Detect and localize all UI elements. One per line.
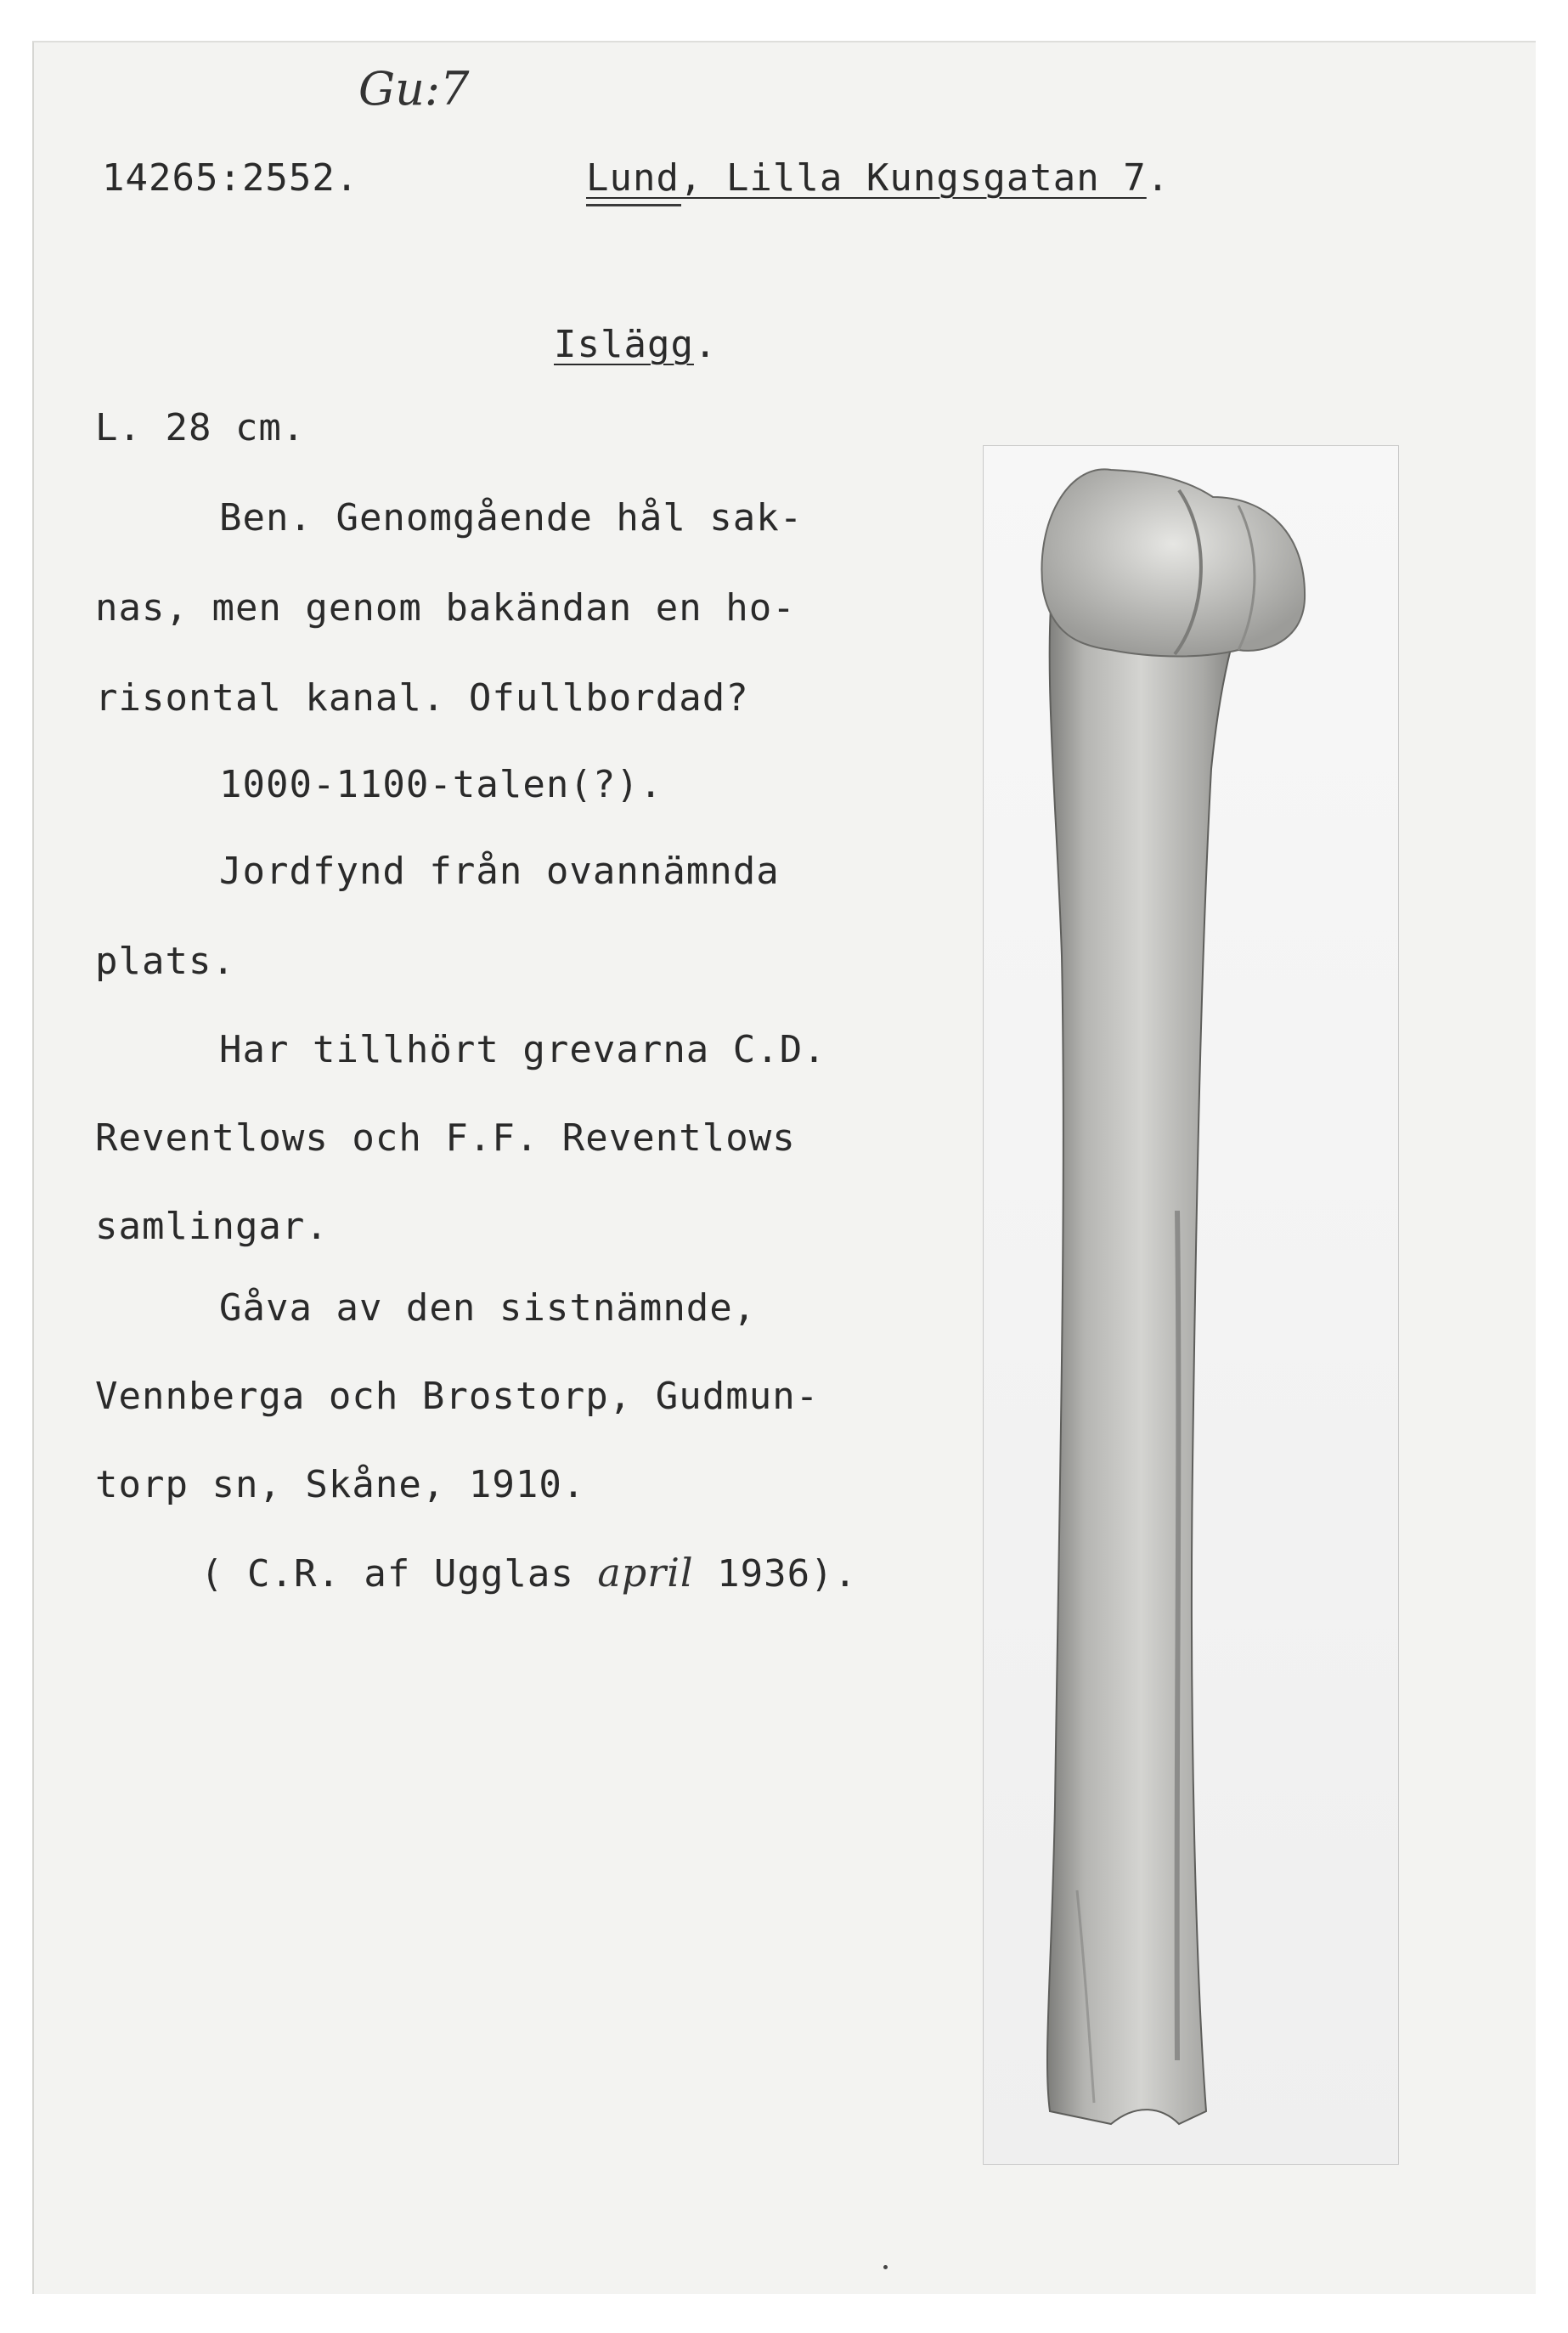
object-name (554, 323, 718, 366)
catalog-card (32, 41, 1536, 2294)
dating: 1000-1100-talen(?). (219, 763, 663, 806)
provenance-line-2: Reventlows och F.F. Reventlows (95, 1116, 796, 1160)
bone-shaft (1047, 573, 1255, 2124)
bone-head (1041, 469, 1305, 656)
find-location-end: . (1146, 156, 1170, 200)
object-name-end: . (693, 323, 718, 366)
bone-skate-photo (983, 445, 1399, 2165)
length: L. 28 cm. (95, 406, 306, 449)
signature-month: april (597, 1550, 694, 1596)
signature-post: 1936). (693, 1552, 858, 1596)
gift-line-1: Gåva av den sistnämnde, (219, 1286, 757, 1330)
find-line-1: Jordfynd från ovannämnda (219, 850, 780, 893)
signature-pre: ( C.R. af Ugglas (200, 1552, 598, 1596)
location-underline-rule (586, 204, 681, 206)
dust-speck (883, 2265, 888, 2269)
description-line-3: risontal kanal. Ofullbordad? (95, 676, 749, 720)
inventory-number: 14265:2552. (102, 156, 359, 200)
find-location-text: Lund, Lilla Kungsgatan 7 (586, 156, 1147, 200)
bone-skate-image (984, 446, 1398, 2164)
description-line-2: nas, men genom bakändan en ho- (95, 586, 796, 630)
cataloguer-signature (200, 1550, 858, 1596)
gift-line-3: torp sn, Skåne, 1910. (95, 1463, 586, 1506)
provenance-line-3: samlingar. (95, 1205, 329, 1248)
provenance-line-1: Har tillhört grevarna C.D. (219, 1028, 826, 1071)
find-location (586, 156, 1170, 200)
description-line-1: Ben. Genomgående hål sak- (219, 496, 804, 539)
find-line-2: plats. (95, 940, 235, 983)
object-name-text: Islägg (554, 323, 694, 366)
shelf-mark: Gu:7 (358, 62, 470, 116)
gift-line-2: Vennberga och Brostorp, Gudmun- (95, 1375, 820, 1418)
